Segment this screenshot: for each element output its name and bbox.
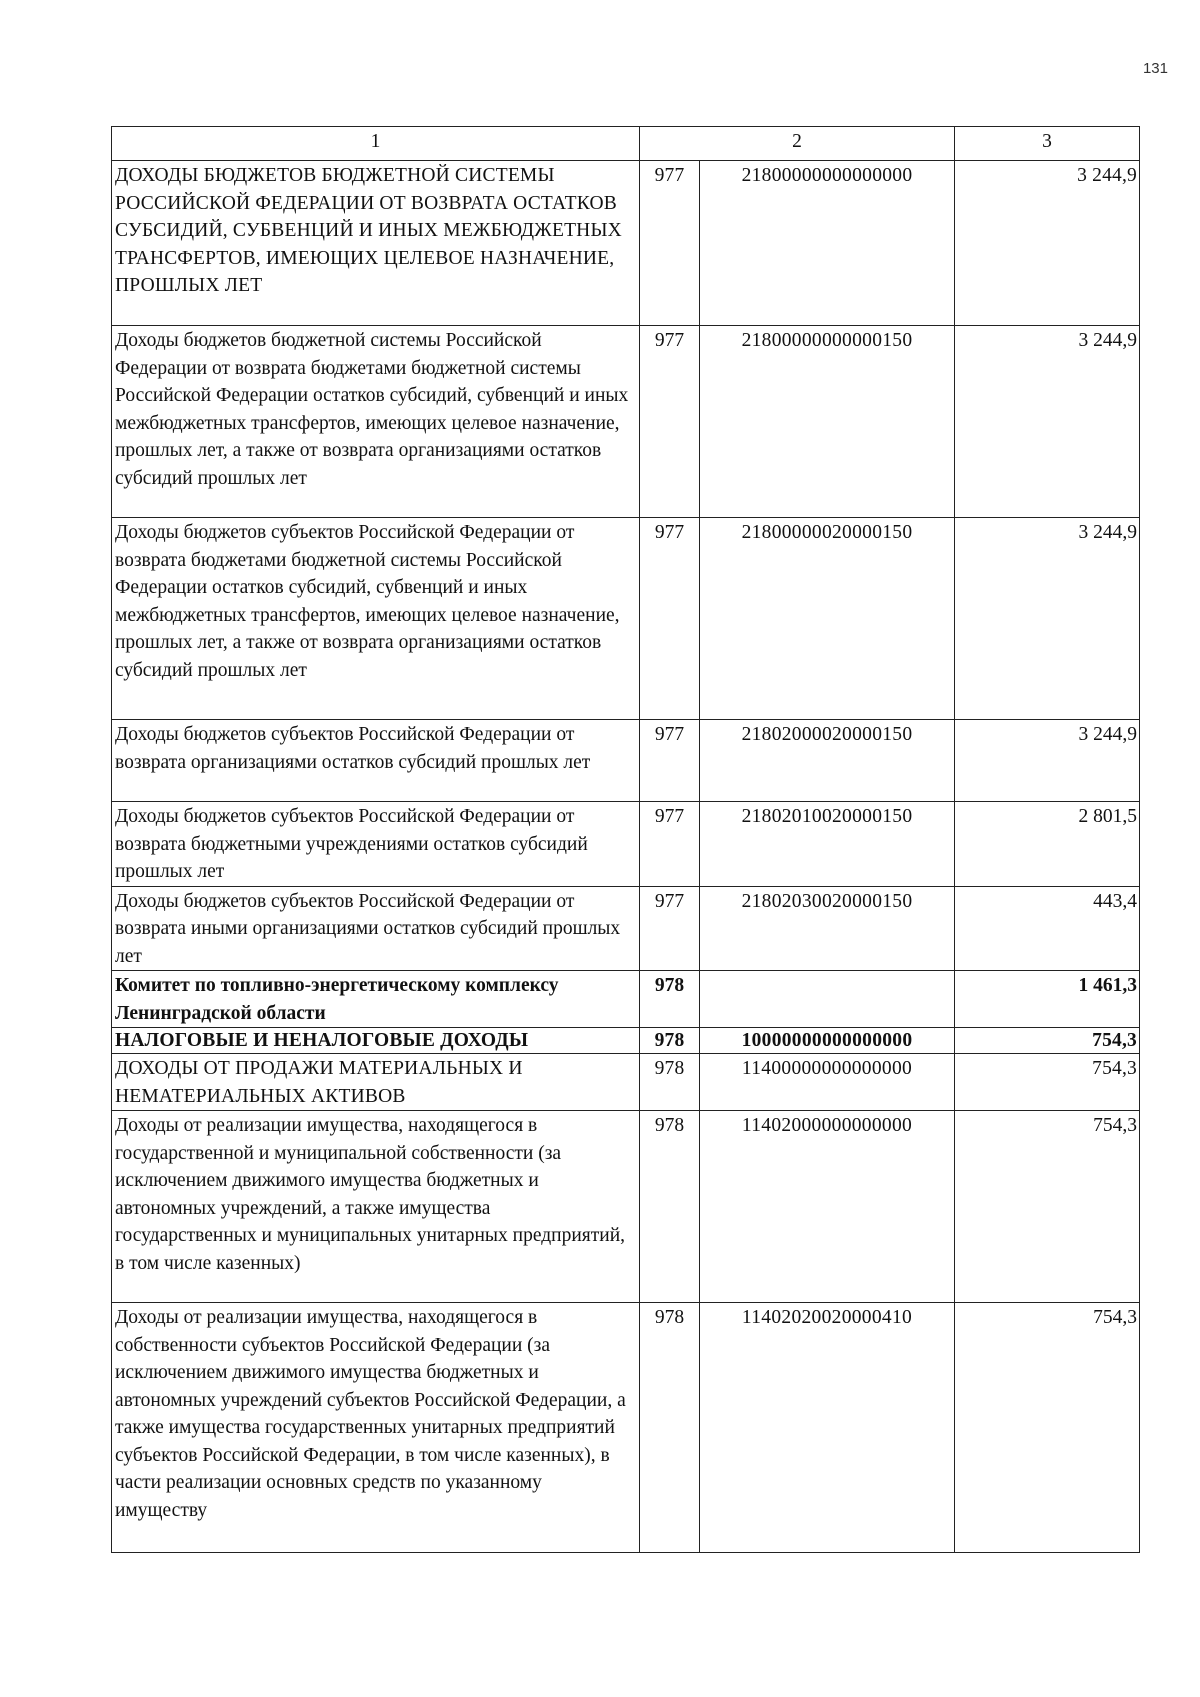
row-description: Комитет по топливно-энергетическому комплексу Ленинградской области — [112, 971, 640, 1028]
table-row — [112, 886, 1140, 971]
table-row — [112, 802, 1140, 887]
row-description: Доходы от реализации имущества, находящегося в собственности субъектов Российской Федерации (за исключением движимого имущества бюджетных и автономных учреждений субъектов Российской Федерации, а также имущества государственных унитарных предприятий субъектов Российской Федерации, в том числе казенных), в части реализации основных средств по указанному имуществу — [112, 1303, 640, 1553]
row-admin-code: 977 — [640, 720, 700, 802]
row-amount: 443,4 — [955, 886, 1140, 971]
header-col-1: 1 — [112, 127, 640, 161]
table-row — [112, 1028, 1140, 1054]
row-description: Доходы бюджетов субъектов Российской Федерации от возврата бюджетными учреждениями остатков субсидий прошлых лет — [112, 802, 640, 887]
row-amount: 1 461,3 — [955, 971, 1140, 1028]
row-amount: 754,3 — [955, 1054, 1140, 1111]
row-description: ДОХОДЫ ОТ ПРОДАЖИ МАТЕРИАЛЬНЫХ И НЕМАТЕРИАЛЬНЫХ АКТИВОВ — [112, 1054, 640, 1111]
row-budget-code: 21800000000000150 — [700, 326, 955, 518]
row-budget-code: 11402000000000000 — [700, 1111, 955, 1303]
row-budget-code: 21800000000000000 — [700, 161, 955, 326]
table-row — [112, 1111, 1140, 1303]
table-row — [112, 326, 1140, 518]
row-budget-code: 11400000000000000 — [700, 1054, 955, 1111]
row-amount: 3 244,9 — [955, 518, 1140, 720]
revenue-table — [111, 126, 1140, 1553]
header-col-2: 2 — [640, 127, 955, 161]
row-amount: 3 244,9 — [955, 161, 1140, 326]
table-row — [112, 518, 1140, 720]
row-admin-code: 977 — [640, 802, 700, 887]
row-amount: 754,3 — [955, 1303, 1140, 1553]
row-admin-code: 978 — [640, 1054, 700, 1111]
row-budget-code: 21802030020000150 — [700, 886, 955, 971]
row-description: ДОХОДЫ БЮДЖЕТОВ БЮДЖЕТНОЙ СИСТЕМЫ РОССИЙСКОЙ ФЕДЕРАЦИИ ОТ ВОЗВРАТА ОСТАТКОВ СУБСИДИЙ, СУБВЕНЦИЙ И ИНЫХ МЕЖБЮДЖЕТНЫХ ТРАНСФЕРТОВ, ИМЕЮЩИХ ЦЕЛЕВОЕ НАЗНАЧЕНИЕ, ПРОШЛЫХ ЛЕТ — [112, 161, 640, 326]
page-number: 131 — [1142, 60, 1168, 77]
header-col-3: 3 — [955, 127, 1140, 161]
row-amount: 3 244,9 — [955, 326, 1140, 518]
row-description: Доходы бюджетов субъектов Российской Федерации от возврата организациями остатков субсидий прошлых лет — [112, 720, 640, 802]
row-amount: 754,3 — [955, 1111, 1140, 1303]
row-amount: 3 244,9 — [955, 720, 1140, 802]
row-admin-code: 977 — [640, 326, 700, 518]
row-budget-code: 21802000020000150 — [700, 720, 955, 802]
row-description: Доходы бюджетов субъектов Российской Федерации от возврата иными организациями остатков субсидий прошлых лет — [112, 886, 640, 971]
table-row — [112, 161, 1140, 326]
row-budget-code — [700, 971, 955, 1028]
row-budget-code: 21800000020000150 — [700, 518, 955, 720]
row-admin-code: 977 — [640, 886, 700, 971]
row-admin-code: 978 — [640, 1028, 700, 1054]
row-description: Доходы от реализации имущества, находящегося в государственной и муниципальной собственности (за исключением движимого имущества бюджетных и автономных учреждений, а также имущества государственных и муниципальных унитарных предприятий, в том числе казенных) — [112, 1111, 640, 1303]
row-budget-code: 11402020020000410 — [700, 1303, 955, 1553]
table-row — [112, 971, 1140, 1028]
table-row — [112, 1054, 1140, 1111]
table-row — [112, 720, 1140, 802]
row-description: НАЛОГОВЫЕ И НЕНАЛОГОВЫЕ ДОХОДЫ — [112, 1028, 640, 1054]
row-amount: 2 801,5 — [955, 802, 1140, 887]
row-admin-code: 978 — [640, 1303, 700, 1553]
table-row — [112, 1303, 1140, 1553]
row-description: Доходы бюджетов субъектов Российской Федерации от возврата бюджетами бюджетной системы Российской Федерации остатков субсидий, субвенций и иных межбюджетных трансфертов, имеющих целевое назначение, прошлых лет, а также от возврата организациями остатков субсидий прошлых лет — [112, 518, 640, 720]
row-budget-code: 21802010020000150 — [700, 802, 955, 887]
row-admin-code: 978 — [640, 1111, 700, 1303]
row-amount: 754,3 — [955, 1028, 1140, 1054]
row-description: Доходы бюджетов бюджетной системы Российской Федерации от возврата бюджетами бюджетной системы Российской Федерации остатков субсидий, субвенций и иных межбюджетных трансфертов, имеющих целевое назначение, прошлых лет, а также от возврата организациями остатков субсидий прошлых лет — [112, 326, 640, 518]
table-header-row — [112, 127, 1140, 161]
row-admin-code: 977 — [640, 518, 700, 720]
row-admin-code: 978 — [640, 971, 700, 1028]
row-admin-code: 977 — [640, 161, 700, 326]
row-budget-code: 10000000000000000 — [700, 1028, 955, 1054]
